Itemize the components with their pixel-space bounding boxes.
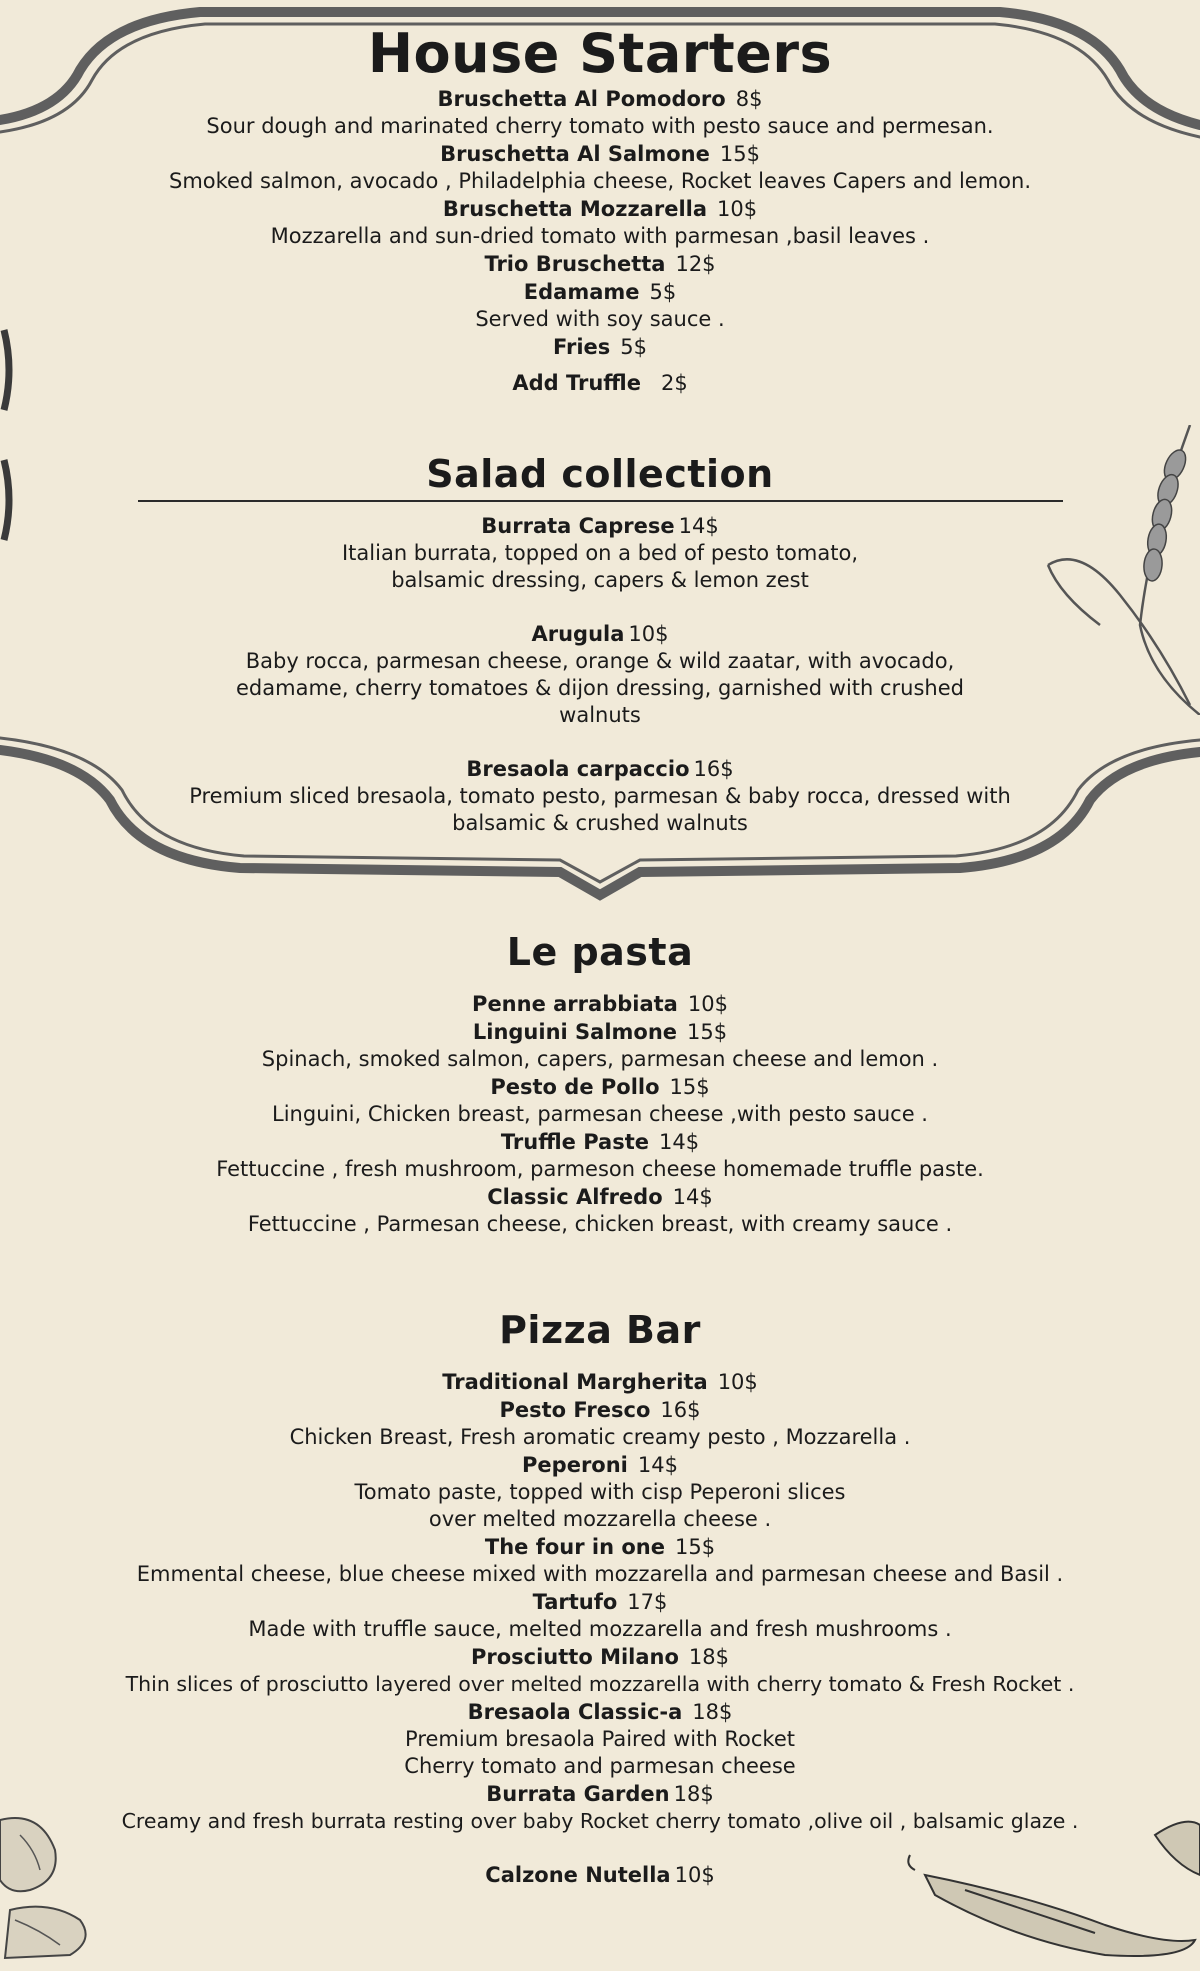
pizza-section — [0, 1308, 1200, 1889]
house-starters-list — [0, 85, 1200, 397]
item-name: Bruschetta Al Salmone — [440, 142, 710, 166]
item-name: Edamame — [523, 280, 640, 304]
item-name: Bresaola carpaccio — [466, 757, 690, 781]
menu-item — [0, 1128, 1200, 1183]
item-name: Penne arrabbiata — [472, 992, 678, 1016]
item-description: Fettuccine , fresh mushroom, parmeson cheese homemade truffle paste. — [216, 1157, 984, 1181]
item-name: Prosciutto Milano — [470, 1645, 679, 1669]
item-price: 2$ — [660, 371, 688, 395]
item-price: 14$ — [637, 1453, 678, 1477]
item-description: Premium sliced bresaola, tomato pesto, parmesan & baby rocca, dressed with balsamic & crushed walnuts — [189, 784, 1011, 835]
item-price: 16$ — [693, 757, 734, 781]
menu-item — [0, 140, 1200, 195]
menu-item — [0, 1073, 1200, 1128]
item-price: 12$ — [675, 252, 716, 276]
item-name: Pesto de Pollo — [490, 1075, 660, 1099]
item-name: Calzone Nutella — [485, 1863, 671, 1887]
menu-item — [0, 1533, 1200, 1588]
item-price: 15$ — [719, 142, 760, 166]
item-description: Served with soy sauce . — [475, 307, 725, 331]
item-price: 14$ — [678, 514, 719, 538]
item-price: 14$ — [672, 1185, 713, 1209]
section-divider — [138, 500, 1063, 502]
menu-item — [0, 195, 1200, 250]
item-description: Emmental cheese, blue cheese mixed with mozzarella and parmesan cheese and Basil . — [136, 1562, 1064, 1586]
menu-item — [0, 1183, 1200, 1238]
item-name: Linguini Salmone — [472, 1020, 678, 1044]
item-description: Thin slices of prosciutto layered over melted mozzarella with cherry tomato & Fresh Rocket . — [125, 1672, 1075, 1696]
house-starters-title: House Starters — [367, 22, 833, 85]
item-price: 15$ — [687, 1020, 728, 1044]
menu-item — [0, 369, 1200, 397]
salad-section — [0, 452, 1200, 837]
menu-item — [0, 1643, 1200, 1698]
item-price: 15$ — [669, 1075, 710, 1099]
item-name: Burrata Garden — [486, 1782, 670, 1806]
item-price: 10$ — [674, 1863, 715, 1887]
item-description: Chicken Breast, Fresh aromatic creamy pesto , Mozzarella . — [289, 1425, 911, 1449]
item-description: Tomato paste, topped with cisp Peperoni slices over melted mozzarella cheese . — [354, 1480, 846, 1531]
item-name: Classic Alfredo — [487, 1185, 663, 1209]
item-name: Traditional Margherita — [442, 1370, 708, 1394]
item-name: Fries — [552, 335, 611, 359]
item-description: Sour dough and marinated cherry tomato with pesto sauce and permesan. — [206, 114, 994, 138]
menu-item — [0, 250, 1200, 278]
menu-item — [0, 1861, 1200, 1889]
item-name: Trio Bruschetta — [484, 252, 666, 276]
item-description: Spinach, smoked salmon, capers, parmesan cheese and lemon . — [261, 1047, 939, 1071]
menu-item — [0, 755, 1200, 837]
pasta-section — [0, 930, 1200, 1238]
item-description: Linguini, Chicken breast, parmesan cheese ,with pesto sauce . — [272, 1102, 928, 1126]
item-price: 18$ — [688, 1645, 730, 1669]
item-name: Burrata Caprese — [481, 514, 675, 538]
salad-title: Salad collection — [426, 452, 774, 496]
item-price: 5$ — [649, 280, 677, 304]
item-description: Mozzarella and sun-dried tomato with parmesan ,basil leaves . — [270, 224, 930, 248]
item-description: Baby rocca, parmesan cheese, orange & wild zaatar, with avocado, edamame, cherry tomatoes & dijon dressing, garnished with crushed walnuts — [236, 649, 964, 727]
item-name: The four in one — [484, 1535, 665, 1559]
menu-item — [0, 512, 1200, 594]
item-price: 5$ — [620, 335, 648, 359]
menu-item — [0, 278, 1200, 333]
item-name: Pesto Fresco — [499, 1398, 651, 1422]
item-name: Add Truffle — [512, 371, 641, 395]
menu-item — [0, 1018, 1200, 1073]
menu-item — [0, 1451, 1200, 1533]
item-price: 10$ — [717, 1370, 758, 1394]
menu-item — [0, 1780, 1200, 1835]
item-price: 16$ — [660, 1398, 701, 1422]
menu-item — [0, 1588, 1200, 1643]
item-name: Peperoni — [522, 1453, 628, 1477]
item-price: 18$ — [692, 1700, 733, 1724]
item-description: Italian burrata, topped on a bed of pesto tomato, balsamic dressing, capers & lemon zest — [341, 541, 858, 592]
item-price: 8$ — [735, 87, 763, 111]
menu-item — [0, 1698, 1200, 1780]
item-price: 10$ — [687, 992, 728, 1016]
menu-item — [0, 620, 1200, 729]
pizza-title: Pizza Bar — [499, 1308, 701, 1352]
menu-item — [0, 333, 1200, 361]
item-price: 10$ — [628, 622, 669, 646]
menu-item — [0, 85, 1200, 140]
item-name: Bruschetta Mozzarella — [442, 197, 708, 221]
menu-item — [0, 1368, 1200, 1396]
menu-item — [0, 990, 1200, 1018]
item-name: Bruschetta Al Pomodoro — [437, 87, 726, 111]
item-name: Truffle Paste — [500, 1130, 649, 1154]
item-price: 18$ — [673, 1782, 714, 1806]
item-description: Creamy and fresh burrata resting over baby Rocket cherry tomato ,olive oil , balsamic glaze . — [121, 1809, 1079, 1833]
item-name: Bresaola Classic-a — [467, 1700, 683, 1724]
item-price: 14$ — [659, 1130, 700, 1154]
item-description: Made with truffle sauce, melted mozzarella and fresh mushrooms . — [248, 1617, 952, 1641]
item-price: 17$ — [627, 1590, 668, 1614]
item-description: Fettuccine , Parmesan cheese, chicken breast, with creamy sauce . — [247, 1212, 953, 1236]
item-price: 10$ — [717, 197, 758, 221]
menu-item — [0, 1396, 1200, 1451]
item-name: Arugula — [531, 622, 625, 646]
pasta-title: Le pasta — [506, 930, 694, 974]
item-description: Smoked salmon, avocado , Philadelphia cheese, Rocket leaves Capers and lemon. — [169, 169, 1031, 193]
item-price: 15$ — [675, 1535, 716, 1559]
item-name: Tartufo — [532, 1590, 618, 1614]
item-description: Premium bresaola Paired with Rocket Cherry tomato and parmesan cheese — [404, 1727, 796, 1778]
house-starters-section — [0, 22, 1200, 397]
